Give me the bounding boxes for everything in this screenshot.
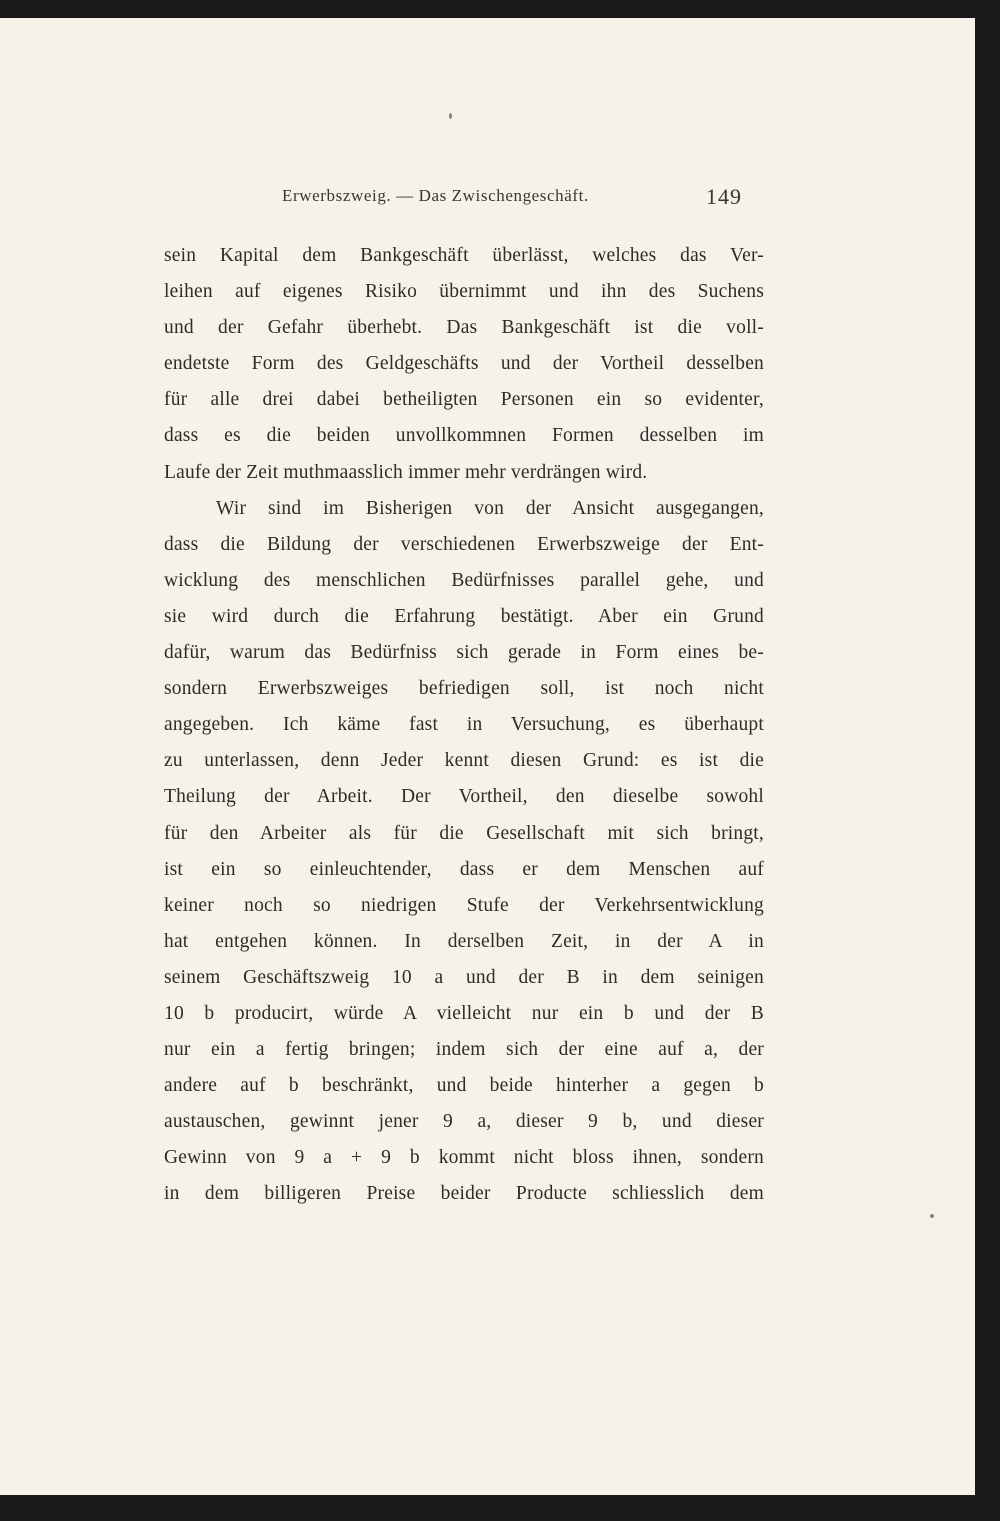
running-title: Erwerbszweig. — Das Zwischengeschäft. — [282, 186, 589, 205]
text-line: dafür, warum das Bedürfniss sich gerade in Form eines be- — [164, 642, 764, 664]
text-line: wicklung des menschlichen Bedürfnisses parallel gehe, und — [164, 569, 764, 591]
page-number: 149 — [706, 184, 742, 209]
text-line: endetste Form des Geldgeschäfts und der Vortheil desselben — [164, 353, 764, 375]
text-line: Gewinn von 9 a + 9 b kommt nicht bloss ihnen, sondern — [164, 1147, 764, 1169]
text-line: für den Arbeiter als für die Gesellschaft mit sich bringt, — [164, 822, 764, 844]
text-line: sie wird durch die Erfahrung bestätigt. Aber ein Grund — [164, 605, 764, 627]
text-line: austauschen, gewinnt jener 9 a, dieser 9 b, und dieser — [164, 1111, 764, 1133]
text-line: hat entgehen können. In derselben Zeit, in der A in — [164, 930, 764, 952]
running-header — [282, 186, 742, 216]
text-line: leihen auf eigenes Risiko übernimmt und ihn des Suchens — [164, 281, 764, 303]
text-line: 10 b producirt, würde A vielleicht nur ein b und der B — [164, 1002, 764, 1024]
text-line: und der Gefahr überhebt. Das Bankgeschäft ist die voll- — [164, 317, 764, 339]
text-line: ist ein so einleuchtender, dass er dem Menschen auf — [164, 858, 764, 880]
text-line: sein Kapital dem Bankgeschäft überlässt, welches das Ver- — [164, 245, 764, 266]
text-line: Laufe der Zeit muthmaasslich immer mehr verdrängen wird. — [164, 461, 648, 483]
text-line: Wir sind im Bisherigen von der Ansicht ausgegangen, — [216, 497, 764, 519]
text-line: keiner noch so niedrigen Stufe der Verkehrsentwicklung — [164, 894, 764, 916]
text-line: zu unterlassen, denn Jeder kennt diesen Grund: es ist die — [164, 750, 764, 772]
text-line: dass die Bildung der verschiedenen Erwerbszweige der Ent- — [164, 533, 764, 555]
text-line: in dem billigeren Preise beider Producte schliesslich dem — [164, 1183, 764, 1205]
text-line: dass es die beiden unvollkommnen Formen desselben im — [164, 425, 764, 447]
ink-speck — [930, 1214, 934, 1218]
body-text — [164, 238, 764, 1213]
ink-speck — [449, 113, 452, 119]
text-line: Theilung der Arbeit. Der Vortheil, den dieselbe sowohl — [164, 786, 764, 808]
text-line: sondern Erwerbszweiges befriedigen soll, ist noch nicht — [164, 678, 764, 700]
text-line: für alle drei dabei betheiligten Personen ein so evidenter, — [164, 389, 764, 411]
text-line: andere auf b beschränkt, und beide hinterher a gegen b — [164, 1075, 764, 1097]
text-line: angegeben. Ich käme fast in Versuchung, es überhaupt — [164, 714, 764, 736]
text-line: seinem Geschäftszweig 10 a und der B in dem seinigen — [164, 966, 764, 988]
text-line: nur ein a fertig bringen; indem sich der eine auf a, der — [164, 1039, 764, 1061]
